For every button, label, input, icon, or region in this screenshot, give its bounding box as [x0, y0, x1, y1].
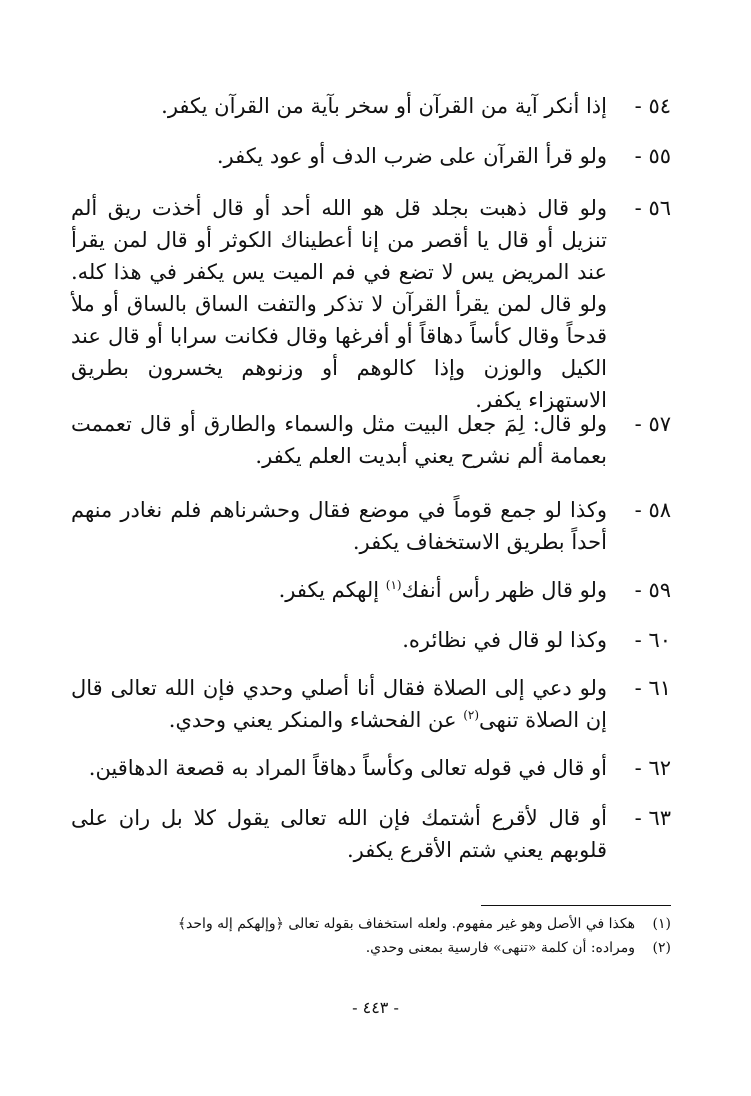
- entry-text: أو قال في قوله تعالى وكأساً دهاقاً المراد به قصعة الدهاقين.: [88, 756, 607, 780]
- entry-number: ٦٣ -: [634, 806, 671, 830]
- footnote-marker-1: (١): [385, 578, 402, 592]
- entry-text: وكذا لو جمع قوماً في موضع فقال وحشرناهم فلم نغادر منهم أحداً بطريق الاستخفاف يكفر.: [71, 498, 607, 554]
- footnote-text: هكذا في الأصل وهو غير مفهوم. ولعله استخفاف بقوله تعالى ﴿وإلهكم إله واحد﴾: [177, 916, 635, 932]
- entry-text: إذا أنكر آية من القرآن أو سخر بآية من القرآن يكفر.: [161, 94, 607, 118]
- entry-54: [71, 90, 671, 122]
- entry-55: [71, 140, 671, 172]
- entry-56: [71, 192, 671, 416]
- entry-60: [71, 624, 671, 656]
- entry-text-after: عن الفحشاء والمنكر يعني وحدي.: [168, 708, 457, 732]
- entry-text-after: إلهكم يكفر.: [278, 578, 380, 602]
- entry-62: [71, 752, 671, 784]
- entry-58: [71, 494, 671, 558]
- entry-text: ولو قرأ القرآن على ضرب الدف أو عود يكفر.: [216, 144, 607, 168]
- entry-number: ٦٢ -: [634, 756, 671, 780]
- footnote-divider: [481, 905, 671, 906]
- entry-number: ٥٤ -: [634, 94, 671, 118]
- entry-57: [71, 408, 671, 472]
- entry-number: ٥٩ -: [634, 578, 671, 602]
- entry-text: ولو قال: لِمَ جعل البيت مثل والسماء والطارق أو قال تعممت بعمامة ألم نشرح يعني أبديت العلم يكفر.: [71, 412, 607, 468]
- entry-text-before: ولو قال ظهر رأس أنفك: [401, 578, 607, 602]
- footnote-2: [71, 938, 671, 958]
- footnote-1: [71, 914, 671, 934]
- entry-text: [71, 672, 607, 736]
- footnote-number: (١): [652, 916, 671, 932]
- entry-59: [71, 574, 671, 606]
- entry-text-before: ولو دعي إلى الصلاة فقال أنا أصلي وحدي فإن الله تعالى قال إن الصلاة تنهى: [71, 676, 607, 732]
- entry-61: [71, 672, 671, 736]
- entry-number: ٥٧ -: [634, 412, 671, 436]
- entry-number: ٥٥ -: [634, 144, 671, 168]
- entry-text: [71, 574, 607, 606]
- entry-number: ٦١ -: [634, 676, 671, 700]
- footnote-text: ومراده: أن كلمة «تنهى» فارسية بمعنى وحدي.: [365, 940, 635, 956]
- entry-text: ولو قال ذهبت بجلد قل هو الله أحد أو قال أخذت ريق ألم تنزيل أو قال يا أقصر من إنا أعطيناك الكوثر أو قال لمن يقرأ عند المريض يس لا تضع في فم الميت يس يكفر في هذا كله. ولو قال لمن يقرأ القرآن لا تذكر والتفت الساق بالساق أو ملأ قدحاً وقال كأساً دهاقاً أو أفرغها وقال فكانت سرابا أو قال عند الكيل والوزن وإذا كالوهم أو وزنوهم يخسرون بطريق الاستهزاء يكفر.: [71, 196, 607, 412]
- entry-number: ٦٠ -: [634, 628, 671, 652]
- footnote-number: (٢): [652, 940, 671, 956]
- entry-number: ٥٦ -: [634, 196, 671, 220]
- entry-number: ٥٨ -: [634, 498, 671, 522]
- entry-text: أو قال لأقرع أشتمك فإن الله تعالى يقول كلا بل ران على قلوبهم يعني شتم الأقرع يكفر.: [71, 806, 607, 862]
- entry-63: [71, 802, 671, 866]
- entry-text: وكذا لو قال في نظائره.: [402, 628, 607, 652]
- footnote-marker-2: (٢): [463, 708, 480, 722]
- page-number: - ٤٤٣ -: [352, 998, 399, 1017]
